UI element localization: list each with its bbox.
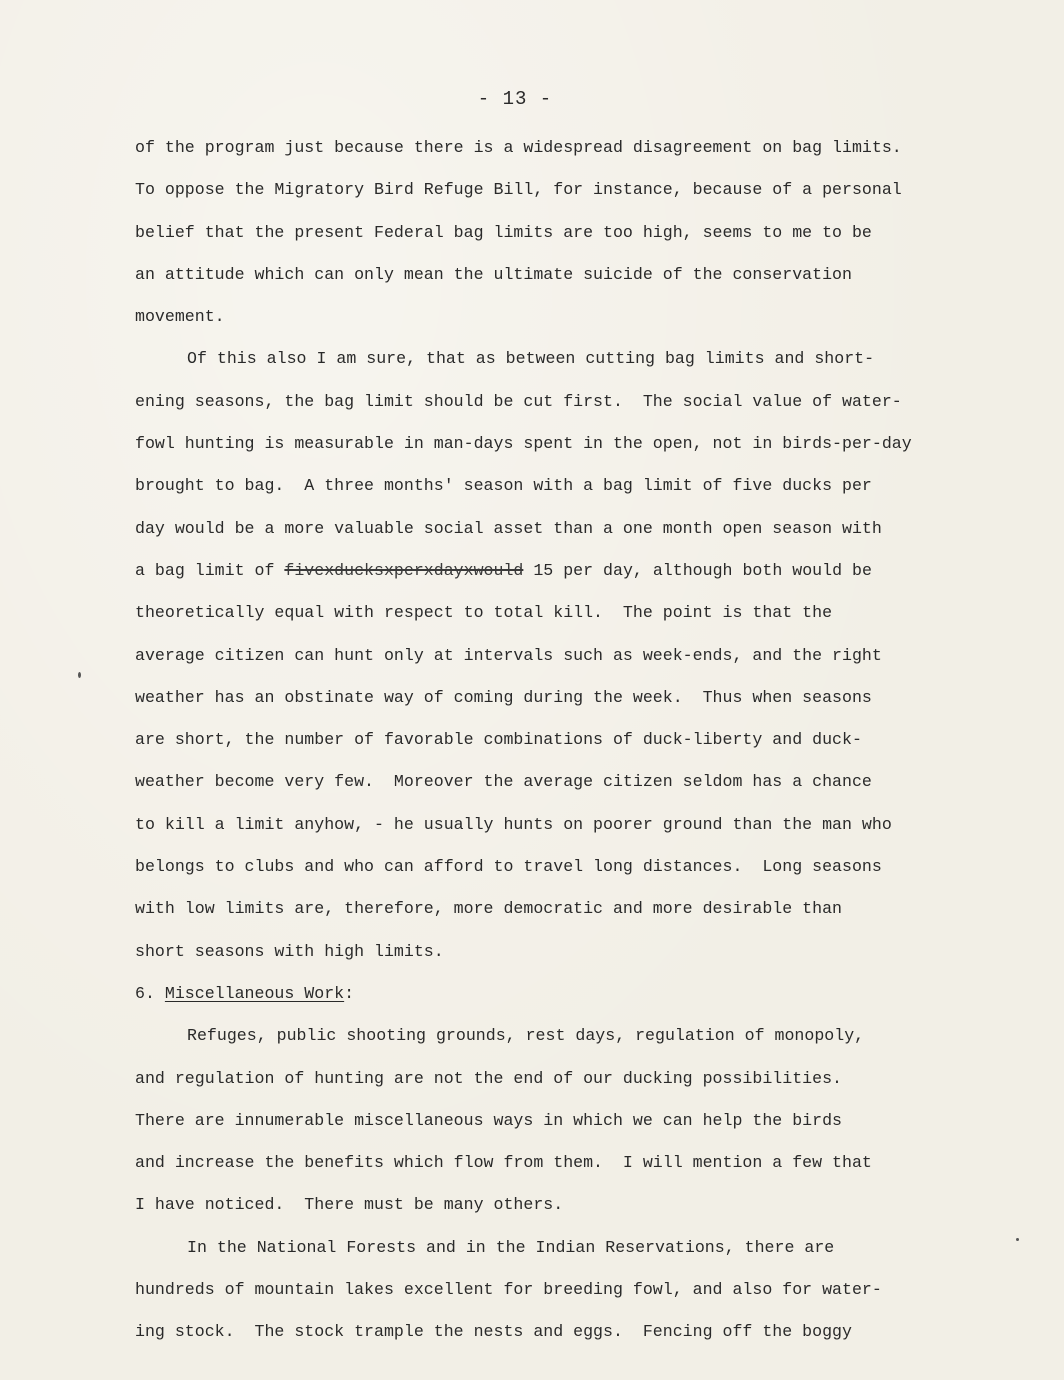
text-line: belief that the present Federal bag limits are too high, seems to me to be bbox=[135, 222, 872, 242]
struck-out-text: fivexducksxperxdayxwould bbox=[284, 560, 524, 580]
paragraph-start-line: In the National Forests and in the Indian Reservations, there are bbox=[187, 1237, 835, 1257]
text-line-with-strikeout bbox=[135, 550, 965, 592]
text-line: of the program just because there is a widespread disagreement on bag limits. bbox=[135, 138, 902, 157]
text-line: average citizen can hunt only at intervals such as week-ends, and the right bbox=[135, 645, 882, 665]
paper-speck bbox=[78, 672, 81, 678]
text-line: movement. bbox=[135, 307, 225, 327]
text-line: weather become very few. Moreover the average citizen seldom has a chance bbox=[135, 772, 872, 792]
text-line: fowl hunting is measurable in man-days spent in the open, not in birds-per-day bbox=[135, 434, 912, 454]
text-line: day would be a more valuable social asset than a one month open season with bbox=[135, 518, 882, 538]
text-line: and increase the benefits which flow from them. I will mention a few that bbox=[135, 1153, 872, 1173]
text-line: to kill a limit anyhow, - he usually hunts on poorer ground than the man who bbox=[135, 814, 892, 834]
text-line: and regulation of hunting are not the end of our ducking possibilities. bbox=[135, 1068, 843, 1088]
text-line: hundreds of mountain lakes excellent for breeding fowl, and also for water- bbox=[135, 1280, 882, 1300]
text-line: short seasons with high limits. bbox=[135, 941, 444, 961]
text-line: an attitude which can only mean the ultimate suicide of the conservation bbox=[135, 264, 852, 284]
section-heading bbox=[135, 973, 965, 1015]
text-line: brought to bag. A three months' season with a bag limit of five ducks per bbox=[135, 476, 872, 496]
paper-speck bbox=[1016, 1238, 1019, 1241]
section-number: 6. bbox=[135, 983, 155, 1003]
text-line: with low limits are, therefore, more democratic and more desirable than bbox=[135, 899, 843, 919]
line-segment: 15 per day, although both would be bbox=[523, 560, 872, 580]
text-line: To oppose the Migratory Bird Refuge Bill, for instance, because of a personal bbox=[135, 180, 902, 200]
text-line: ening seasons, the bag limit should be cut first. The social value of water- bbox=[135, 391, 902, 411]
text-line: are short, the number of favorable combinations of duck-liberty and duck- bbox=[135, 730, 862, 750]
text-line: belongs to clubs and who can afford to travel long distances. Long seasons bbox=[135, 857, 882, 877]
section-title: Miscellaneous Work bbox=[164, 983, 345, 1003]
text-line: I have noticed. There must be many others. bbox=[135, 1195, 564, 1215]
paragraph-start-line: Refuges, public shooting grounds, rest days, regulation of monopoly, bbox=[187, 1026, 865, 1046]
text-line: ing stock. The stock trample the nests and eggs. Fencing off the boggy bbox=[135, 1322, 852, 1342]
line-segment: a bag limit of bbox=[135, 560, 285, 580]
text-line: weather has an obstinate way of coming during the week. Thus when seasons bbox=[135, 687, 872, 707]
body-text bbox=[135, 127, 965, 1354]
paragraph-start-line: Of this also I am sure, that as between cutting bag limits and short- bbox=[187, 349, 875, 369]
text-line: theoretically equal with respect to total kill. The point is that the bbox=[135, 603, 833, 623]
page-number: - 13 - bbox=[477, 88, 553, 110]
text-line: There are innumerable miscellaneous ways in which we can help the birds bbox=[135, 1110, 843, 1130]
section-colon: : bbox=[344, 983, 355, 1003]
